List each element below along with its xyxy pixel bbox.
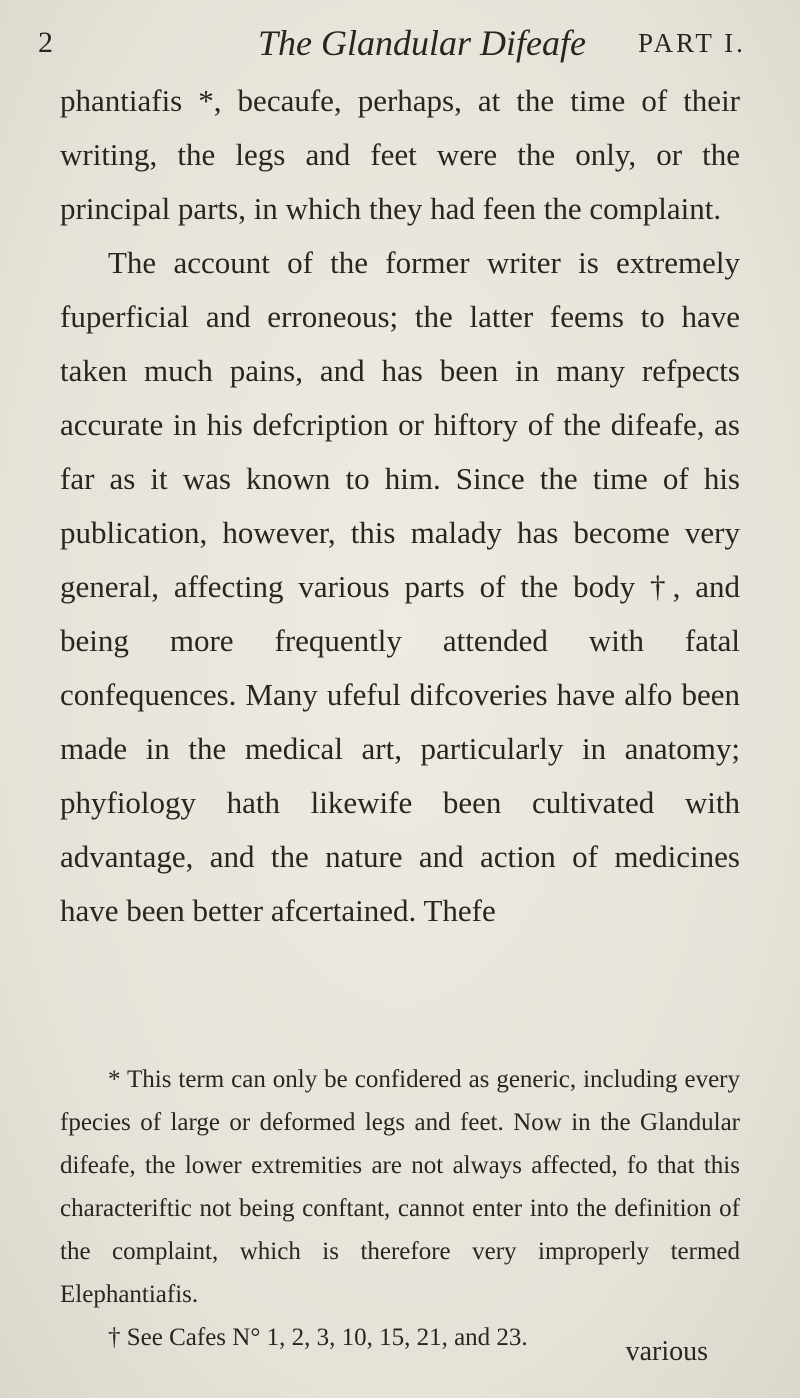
- footnotes: [60, 1058, 740, 1359]
- paragraph-continuation: phantiafis *, becaufe, perhaps, at the time of their writing, the legs and feet were the only, or the principal parts, in which they had feen the complaint.: [60, 83, 740, 226]
- running-title: The Glandular Difeafe: [258, 23, 586, 63]
- page-number: 2: [38, 26, 53, 59]
- catchword: various: [625, 1336, 708, 1367]
- paragraph-main: The account of the former writer is extremely fuperficial and erroneous; the latter feems to have taken much pains, and has been in many refpects accurate in his defcription or hiftory of the difeafe, as far as it was known to him. Since the time of his publication, however, this malady has become very general, affecting various parts of the body †, and being more frequently attended with fatal confequences. Many ufeful difcoveries have alfo been made in the medical art, particularly in anatomy; phyfiology hath likewife been cultivated with advantage, and the nature and action of medicines have been better afcertained. Thefe: [60, 245, 740, 928]
- part-label: PART I.: [638, 28, 746, 58]
- footnote-asterisk: * This term can only be confidered as generic, including every fpecies of large or deformed legs and feet. Now in the Glandular difeafe, the lower extremities are not always affected, fo that this characteriftic not being conftant, cannot enter into the definition of the complaint, which is therefore very improperly termed Elephantiafis.: [60, 1066, 740, 1308]
- footnote-dagger: † See Cafes N° 1, 2, 3, 10, 15, 21, and 23.: [108, 1324, 528, 1351]
- body-text: [60, 74, 740, 938]
- page-header: [30, 22, 770, 68]
